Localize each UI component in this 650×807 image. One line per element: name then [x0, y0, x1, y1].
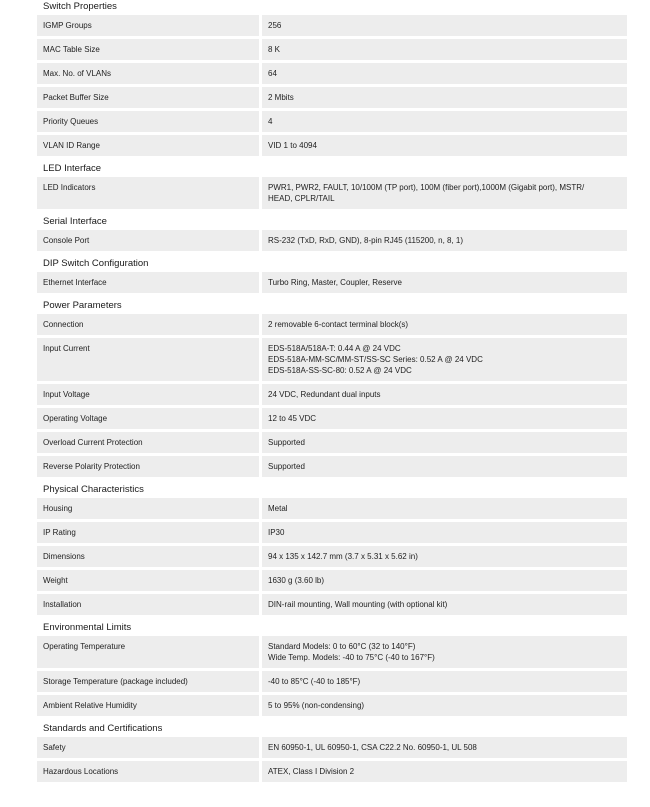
spec-section: [37, 256, 627, 293]
section-title: Physical Characteristics: [43, 484, 144, 495]
spec-label: IGMP Groups: [37, 15, 259, 36]
spec-section: [37, 482, 627, 615]
spec-label: MAC Table Size: [37, 39, 259, 60]
spec-value: [262, 111, 627, 132]
spec-value-line: 4: [268, 117, 273, 126]
spec-value-line: IP30: [268, 528, 285, 537]
spec-label: Priority Queues: [37, 111, 259, 132]
spec-row: [37, 570, 627, 591]
spec-label: Connection: [37, 314, 259, 335]
spec-label: Packet Buffer Size: [37, 87, 259, 108]
spec-section: [37, 214, 627, 251]
spec-value: [262, 522, 627, 543]
spec-value-line: HEAD, CPLR/TAIL: [268, 194, 335, 203]
section-title: Power Parameters: [43, 300, 122, 311]
spec-value-line: 5 to 95% (non-condensing): [268, 701, 365, 710]
spec-row: [37, 636, 627, 668]
spec-value-line: EDS-518A-MM-SC/MM-ST/SS-SC Series: 0.52 A @ 24 VDC: [268, 355, 483, 364]
spec-row: [37, 695, 627, 716]
spec-label: Safety: [37, 737, 259, 758]
spec-row: [37, 63, 627, 84]
spec-row: [37, 761, 627, 782]
section-title: DIP Switch Configuration: [43, 258, 149, 269]
spec-label: Hazardous Locations: [37, 761, 259, 782]
spec-value: [262, 737, 627, 758]
spec-row: [37, 111, 627, 132]
spec-label: Storage Temperature (package included): [37, 671, 259, 692]
spec-row: [37, 39, 627, 60]
spec-value-line: ATEX, Class I Division 2: [268, 767, 355, 776]
spec-label: Reverse Polarity Protection: [37, 456, 259, 477]
spec-value: [262, 15, 627, 36]
spec-row: [37, 230, 627, 251]
spec-value-line: EDS-518A/518A-T: 0.44 A @ 24 VDC: [268, 344, 401, 353]
section-title: Serial Interface: [43, 216, 107, 227]
spec-value-line: 2 removable 6-contact terminal block(s): [268, 320, 409, 329]
spec-value: [262, 338, 627, 381]
spec-value: [262, 408, 627, 429]
spec-value: [262, 570, 627, 591]
spec-section: [37, 161, 627, 209]
section-title: Switch Properties: [43, 1, 117, 12]
spec-value-line: RS-232 (TxD, RxD, GND), 8-pin RJ45 (115200, n, 8, 1): [268, 236, 464, 245]
spec-value-line: EDS-518A-SS-SC-80: 0.52 A @ 24 VDC: [268, 366, 412, 375]
spec-value-line: 8 K: [268, 45, 281, 54]
spec-value-line: 24 VDC, Redundant dual inputs: [268, 390, 381, 399]
spec-value-line: DIN-rail mounting, Wall mounting (with optional kit): [268, 600, 448, 609]
spec-value-line: 256: [268, 21, 282, 30]
spec-value: [262, 177, 627, 209]
spec-row: [37, 432, 627, 453]
spec-row: [37, 594, 627, 615]
spec-label: Dimensions: [37, 546, 259, 567]
spec-value-line: Wide Temp. Models: -40 to 75°C (-40 to 167°F): [268, 653, 435, 662]
spec-value-line: 12 to 45 VDC: [268, 414, 317, 423]
spec-value-line: Supported: [268, 438, 305, 447]
spec-value-line: VID 1 to 4094: [268, 141, 317, 150]
spec-value-line: PWR1, PWR2, FAULT, 10/100M (TP port), 100M (fiber port),1000M (Gigabit port), MSTR/: [268, 183, 585, 192]
spec-value-line: EN 60950-1, UL 60950-1, CSA C22.2 No. 60950-1, UL 508: [268, 743, 477, 752]
spec-row: [37, 456, 627, 477]
spec-label: Input Voltage: [37, 384, 259, 405]
spec-value-line: Turbo Ring, Master, Coupler, Reserve: [268, 278, 402, 287]
section-title: Environmental Limits: [43, 622, 132, 633]
spec-row: [37, 408, 627, 429]
spec-label: Input Current: [37, 338, 259, 381]
spec-row: [37, 272, 627, 293]
spec-row: [37, 671, 627, 692]
spec-row: [37, 135, 627, 156]
section-title: Standards and Certifications: [43, 723, 163, 734]
spec-value-line: 64: [268, 69, 277, 78]
spec-row: [37, 522, 627, 543]
spec-value: [262, 432, 627, 453]
spec-row: [37, 498, 627, 519]
spec-value: [262, 39, 627, 60]
spec-row: [37, 737, 627, 758]
spec-value: [262, 546, 627, 567]
spec-value: [262, 671, 627, 692]
spec-value: [262, 63, 627, 84]
spec-label: Max. No. of VLANs: [37, 63, 259, 84]
spec-row: [37, 15, 627, 36]
spec-label: Operating Temperature: [37, 636, 259, 668]
spec-row: [37, 338, 627, 381]
spec-label: LED Indicators: [37, 177, 259, 209]
spec-value-line: 94 x 135 x 142.7 mm (3.7 x 5.31 x 5.62 in): [268, 552, 418, 561]
spec-label: Overload Current Protection: [37, 432, 259, 453]
spec-value: [262, 135, 627, 156]
spec-label: Console Port: [37, 230, 259, 251]
spec-section: [37, 0, 627, 156]
spec-label: Ambient Relative Humidity: [37, 695, 259, 716]
spec-value: [262, 636, 627, 668]
spec-value: [262, 87, 627, 108]
spec-label: Operating Voltage: [37, 408, 259, 429]
spec-row: [37, 314, 627, 335]
spec-value-line: Metal: [268, 504, 288, 513]
spec-value: [262, 272, 627, 293]
spec-value: [262, 314, 627, 335]
spec-value-line: -40 to 85°C (-40 to 185°F): [268, 677, 361, 686]
spec-value-line: Standard Models: 0 to 60°C (32 to 140°F): [268, 642, 416, 651]
spec-row: [37, 87, 627, 108]
spec-value: [262, 761, 627, 782]
spec-label: Installation: [37, 594, 259, 615]
spec-value: [262, 594, 627, 615]
spec-label: VLAN ID Range: [37, 135, 259, 156]
spec-value: [262, 230, 627, 251]
spec-label: Ethernet Interface: [37, 272, 259, 293]
spec-label: IP Rating: [37, 522, 259, 543]
spec-value: [262, 384, 627, 405]
spec-value: [262, 498, 627, 519]
spec-section: [37, 298, 627, 477]
spec-value-line: 1630 g (3.60 lb): [268, 576, 325, 585]
spec-value-line: 2 Mbits: [268, 93, 294, 102]
spec-section: [37, 721, 627, 782]
section-title: LED Interface: [43, 163, 102, 174]
spec-value-line: Supported: [268, 462, 305, 471]
spec-row: [37, 546, 627, 567]
spec-section: [37, 620, 627, 716]
spec-value: [262, 695, 627, 716]
spec-value: [262, 456, 627, 477]
spec-label: Weight: [37, 570, 259, 591]
spec-row: [37, 384, 627, 405]
spec-label: Housing: [37, 498, 259, 519]
spec-document: [37, 0, 627, 785]
spec-row: [37, 177, 627, 209]
